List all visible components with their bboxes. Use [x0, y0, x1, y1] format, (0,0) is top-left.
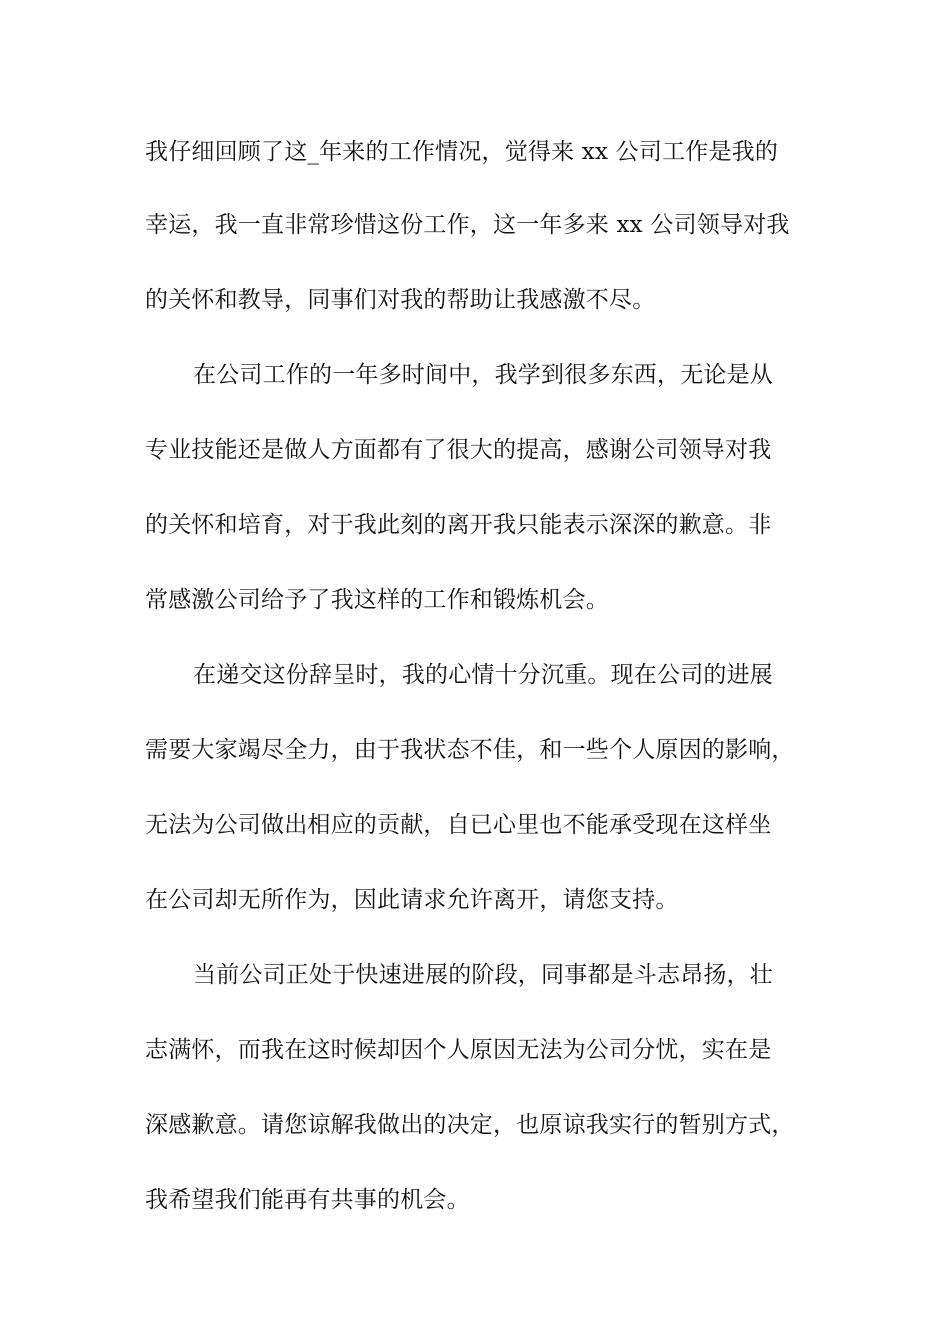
text-line: 我希望我们能再有共事的机会。	[145, 1187, 470, 1213]
paragraph-first-line: 当前公司正处于快速进展的阶段，同事都是斗志昂扬，壮	[193, 962, 773, 988]
text-line: 幸运，我一直非常珍惜这份工作，这一年多来 xx 公司领导对我	[145, 212, 790, 238]
text-line: 专业技能还是做人方面都有了很大的提高，感谢公司领导对我	[145, 437, 772, 463]
text-line: 深感歉意。请您谅解我做出的决定，也原谅我实行的暂别方式，	[145, 1112, 795, 1138]
text-line: 志满怀，而我在这时候却因个人原因无法为公司分忧，实在是	[145, 1037, 772, 1063]
text-line: 无法为公司做出相应的贡献，自已心里也不能承受现在这样坐	[145, 812, 772, 838]
text-line: 我仔细回顾了这_年来的工作情况，觉得来 xx 公司工作是我的	[145, 139, 779, 165]
text-line: 需要大家竭尽全力，由于我状态不佳，和一些个人原因的影响，	[145, 737, 795, 763]
text-line: 常感激公司给予了我这样的工作和锻炼机会。	[145, 587, 609, 613]
text-line: 在公司却无所作为，因此请求允许离开，请您支持。	[145, 887, 679, 913]
text-line: 的关怀和教导，同事们对我的帮助让我感激不尽。	[145, 287, 656, 313]
paragraph-first-line: 在递交这份辞呈时，我的心情十分沉重。现在公司的进展	[193, 662, 773, 688]
text-line: 的关怀和培育，对于我此刻的离开我只能表示深深的歉意。非	[145, 512, 772, 538]
paragraph-first-line: 在公司工作的一年多时间中，我学到很多东西，无论是从	[193, 362, 773, 388]
